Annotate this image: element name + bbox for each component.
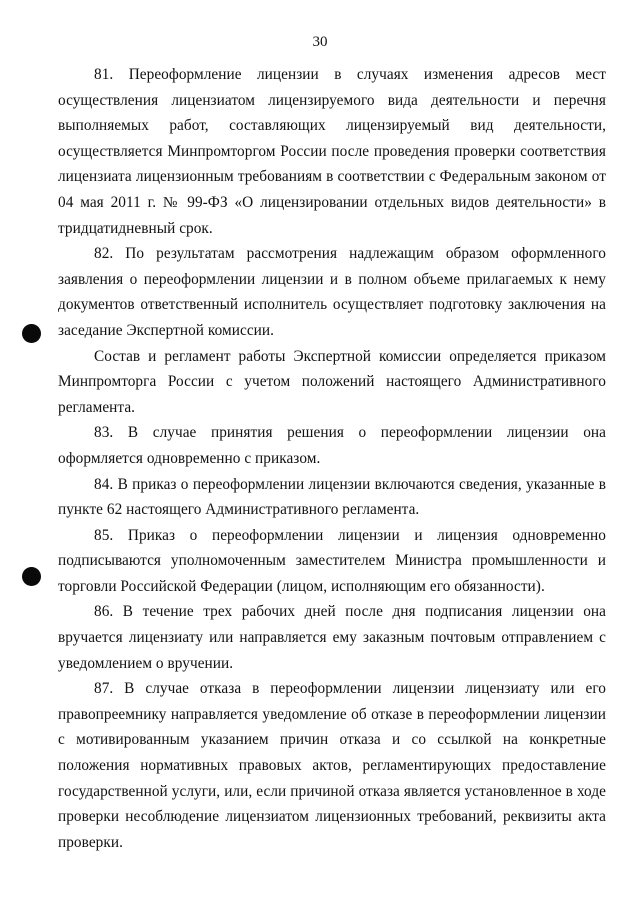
paragraph-commission: Состав и регламент работы Экспертной комиссии определяется приказом Минпромторга России с учетом положений настоящего Административного регламента. (58, 347, 606, 416)
paragraph-82: 82. По результатам рассмотрения надлежащим образом оформленного заявления о переоформлении лицензии и в полном объеме прилагаемых к нему документов ответственный исполнитель осуществляет подготовку заключения на заседание Экспертной комиссии. (58, 245, 606, 339)
paragraph-84: 84. В приказ о переоформлении лицензии включаются сведения, указанные в пункте 62 настоящего Административного регламента. (58, 475, 606, 519)
paragraph-86: 86. В течение трех рабочих дней после дня подписания лицензии она вручается лицензиату или направляется ему заказным почтовым отправлением с уведомлением о вручении. (58, 603, 606, 672)
punch-hole-mark (22, 567, 41, 586)
document-body (58, 62, 606, 855)
page-number: 30 (312, 34, 328, 50)
paragraph-87: 87. В случае отказа в переоформлении лицензии лицензиату или его правопреемнику направляется уведомление об отказе в переоформлении лицензии с мотивированным указанием причин отказа и со ссылкой на конкретные положения нормативных правовых актов, регламентирующих предоставление государственной услуги, или, если причиной отказа является установленное в ходе проверки несоблюдение лицензиатом лицензионных требований, реквизиты акта проверки. (58, 680, 606, 851)
paragraph-81: 81. Переоформление лицензии в случаях изменения адресов мест осуществления лицензиатом лицензируемого вида деятельности и перечня выполняемых работ, составляющих лицензируемый вид деятельности, осуществляется Минпромторгом России после проведения проверки соответствия лицензиата лицензионным требованиям в соответствии с Федеральным законом от 04 мая 2011 г. № 99-ФЗ «О лицензировании отдельных видов деятельности» в тридцатидневный срок. (58, 66, 606, 237)
paragraph-85: 85. Приказ о переоформлении лицензии и лицензия одновременно подписываются уполномоченным заместителем Министра промышленности и торговли Российской Федерации (лицом, исполняющим его обязанности). (58, 526, 606, 595)
punch-hole-mark (22, 324, 41, 343)
paragraph-83: 83. В случае принятия решения о переоформлении лицензии она оформляется одновременно с приказом. (58, 424, 606, 467)
